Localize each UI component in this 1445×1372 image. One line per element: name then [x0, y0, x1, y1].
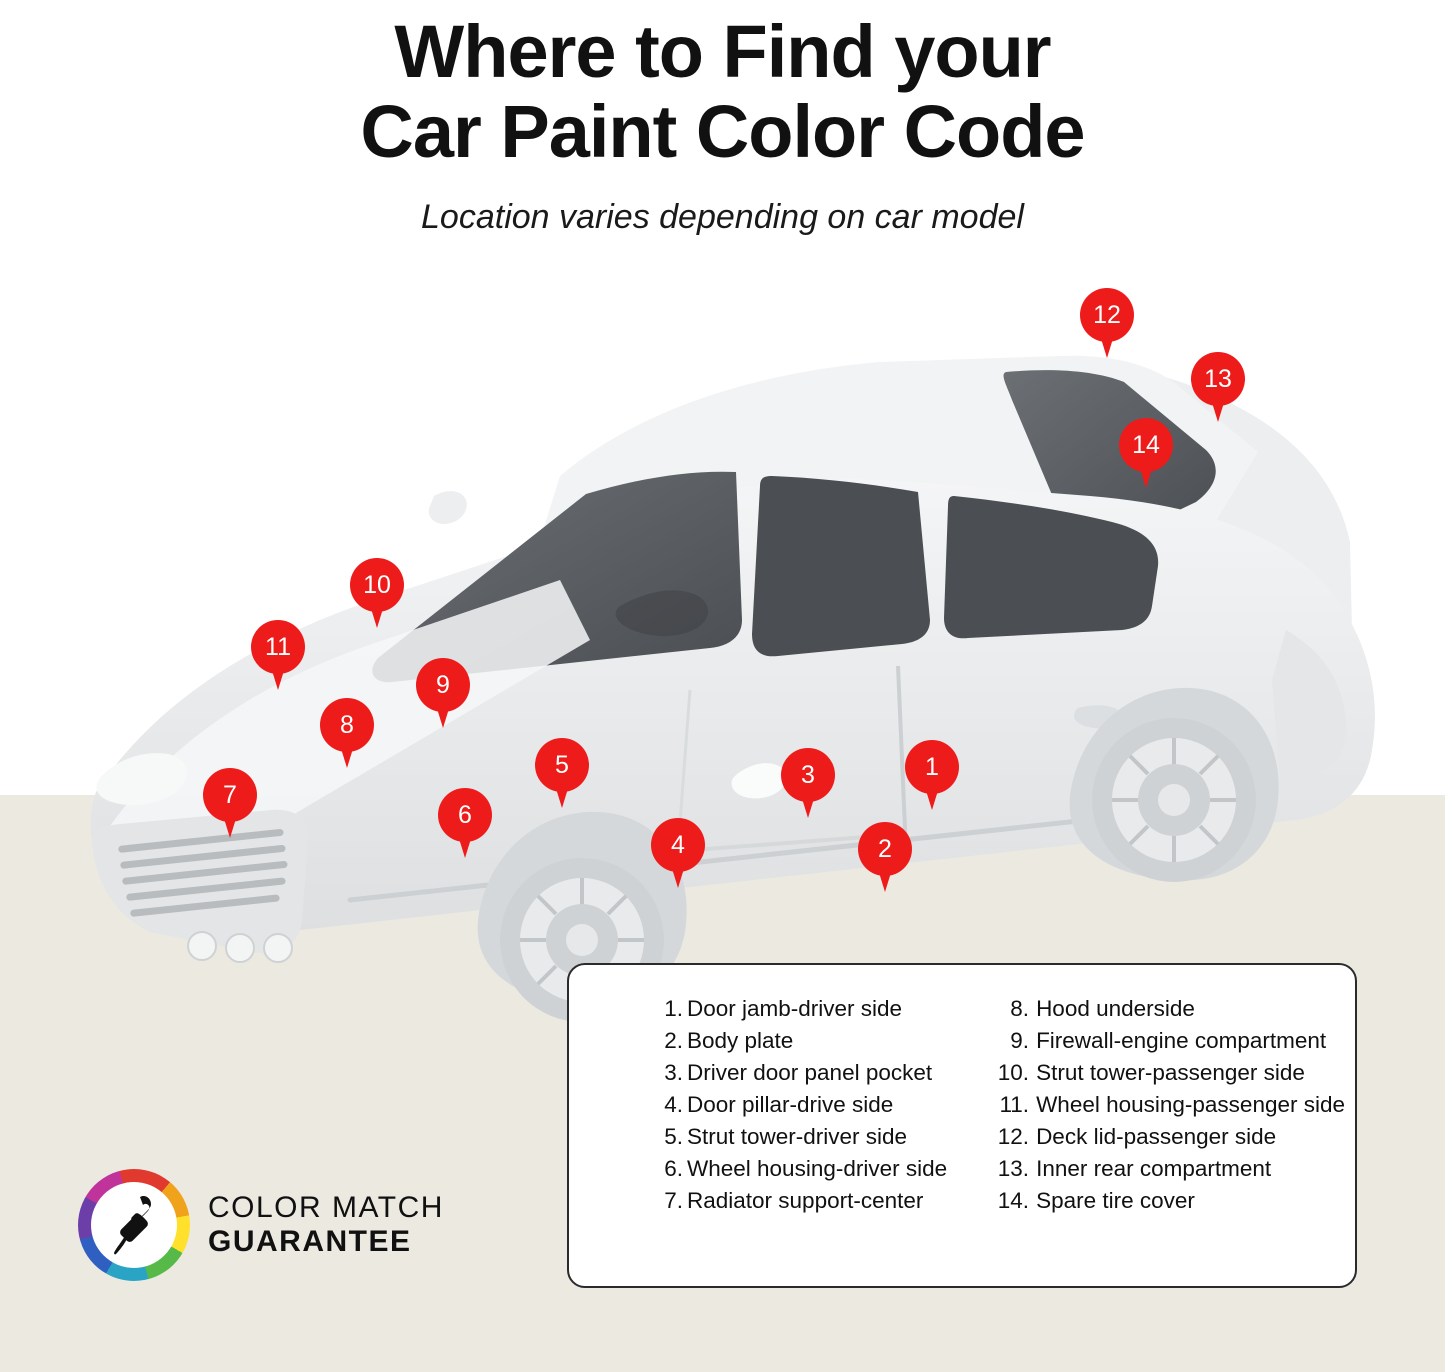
- legend-item-number: 8.: [1010, 996, 1030, 1021]
- legend-item-label: Wheel housing-driver side: [687, 1155, 948, 1181]
- legend-item-number: 2.: [664, 1027, 683, 1053]
- legend-item-number: 12.: [997, 1123, 1030, 1149]
- map-marker-pointer-13: [1210, 396, 1226, 422]
- map-marker-label-10: 10: [350, 558, 404, 612]
- map-marker-label-12: 12: [1080, 288, 1134, 342]
- legend-item-number: 3.: [664, 1059, 683, 1085]
- map-marker-pointer-10: [369, 602, 385, 628]
- legend-item: [987, 1089, 1345, 1121]
- legend-item-label: Door pillar-drive side: [687, 1091, 894, 1117]
- legend-item: [649, 1057, 971, 1089]
- map-marker-pointer-14: [1138, 462, 1154, 488]
- page-title-line-2: Car Paint Color Code: [360, 89, 1085, 173]
- legend-item-label: Driver door panel pocket: [687, 1059, 933, 1085]
- map-marker-pointer-3: [800, 792, 816, 818]
- map-marker-label-9: 9: [416, 658, 470, 712]
- legend-item: [649, 993, 971, 1025]
- badge-line-2: GUARANTEE: [208, 1225, 412, 1258]
- color-match-guarantee-badge: [78, 1165, 498, 1285]
- map-marker-pointer-2: [877, 866, 893, 892]
- legend-item: [987, 1025, 1345, 1057]
- legend-item-label: Firewall-engine compartment: [1036, 1027, 1327, 1053]
- map-marker-label-3: 3: [781, 748, 835, 802]
- map-marker-label-1: 1: [905, 740, 959, 794]
- legend-box: [567, 963, 1357, 1288]
- legend-item: [649, 1185, 971, 1217]
- map-marker-pointer-9: [435, 702, 451, 728]
- map-marker-3[interactable]: [781, 748, 835, 818]
- map-marker-5[interactable]: [535, 738, 589, 808]
- legend-item-number: 14.: [997, 1187, 1030, 1213]
- map-marker-label-2: 2: [858, 822, 912, 876]
- legend-item: [987, 1185, 1345, 1217]
- map-marker-7[interactable]: [203, 768, 257, 838]
- map-marker-6[interactable]: [438, 788, 492, 858]
- legend-column-right: [971, 993, 1345, 1276]
- legend-item-label: Door jamb-driver side: [687, 996, 903, 1021]
- map-marker-pointer-5: [554, 782, 570, 808]
- legend-item-label: Body plate: [687, 1027, 794, 1053]
- map-marker-12[interactable]: [1080, 288, 1134, 358]
- color-wheel-icon: [78, 1169, 190, 1281]
- legend-item-number: 11.: [999, 1091, 1030, 1117]
- legend-item-number: 10.: [997, 1059, 1030, 1085]
- map-marker-label-7: 7: [203, 768, 257, 822]
- legend-item: [649, 1121, 971, 1153]
- legend-item-label: Deck lid-passenger side: [1036, 1123, 1277, 1149]
- map-marker-pointer-11: [270, 664, 286, 690]
- legend-item: [987, 993, 1345, 1025]
- legend-item-number: 6.: [664, 1155, 683, 1181]
- map-marker-pointer-4: [670, 862, 686, 888]
- legend-item: [649, 1089, 971, 1121]
- map-marker-8[interactable]: [320, 698, 374, 768]
- eyedropper-icon: [114, 1194, 154, 1256]
- legend-item-number: 1.: [664, 996, 683, 1021]
- map-marker-9[interactable]: [416, 658, 470, 728]
- legend-item: [987, 1153, 1345, 1185]
- legend-column-left: [579, 993, 971, 1276]
- legend-item-label: Radiator support-center: [687, 1187, 924, 1213]
- map-marker-label-13: 13: [1191, 352, 1245, 406]
- map-marker-label-4: 4: [651, 818, 705, 872]
- legend-item-number: 9.: [1010, 1027, 1030, 1053]
- map-marker-label-11: 11: [251, 620, 305, 674]
- legend-item: [987, 1121, 1345, 1153]
- header: [0, 0, 1445, 237]
- map-marker-label-5: 5: [535, 738, 589, 792]
- legend-item-number: 5.: [664, 1123, 683, 1149]
- legend-item: [649, 1153, 971, 1185]
- map-marker-4[interactable]: [651, 818, 705, 888]
- map-marker-pointer-8: [339, 742, 355, 768]
- map-marker-pointer-12: [1099, 332, 1115, 358]
- legend-item-label: Strut tower-passenger side: [1036, 1059, 1305, 1085]
- badge-line-1: COLOR MATCH: [208, 1191, 444, 1225]
- map-marker-11[interactable]: [251, 620, 305, 690]
- badge-text: [208, 1191, 444, 1258]
- map-marker-label-6: 6: [438, 788, 492, 842]
- legend-item-label: Wheel housing-passenger side: [1036, 1091, 1345, 1117]
- map-marker-label-14: 14: [1119, 418, 1173, 472]
- legend-item-label: Strut tower-driver side: [687, 1123, 908, 1149]
- map-marker-13[interactable]: [1191, 352, 1245, 422]
- map-marker-1[interactable]: [905, 740, 959, 810]
- legend-item-label: Spare tire cover: [1036, 1187, 1195, 1213]
- map-marker-pointer-6: [457, 832, 473, 858]
- map-marker-pointer-7: [222, 812, 238, 838]
- map-marker-pointer-1: [924, 784, 940, 810]
- legend-item-label: Hood underside: [1036, 996, 1195, 1021]
- legend-item-number: 13.: [997, 1155, 1030, 1181]
- map-marker-2[interactable]: [858, 822, 912, 892]
- legend-item-number: 4.: [664, 1091, 683, 1117]
- legend-item: [987, 1057, 1345, 1089]
- map-marker-label-8: 8: [320, 698, 374, 752]
- legend-item: [649, 1025, 971, 1057]
- map-marker-14[interactable]: [1119, 418, 1173, 488]
- map-marker-10[interactable]: [350, 558, 404, 628]
- legend-item-label: Inner rear compartment: [1036, 1155, 1272, 1181]
- legend-item-number: 7.: [664, 1187, 683, 1213]
- page-title-line-1: Where to Find your: [394, 10, 1051, 93]
- page-subtitle: Location varies depending on car model: [421, 197, 1024, 236]
